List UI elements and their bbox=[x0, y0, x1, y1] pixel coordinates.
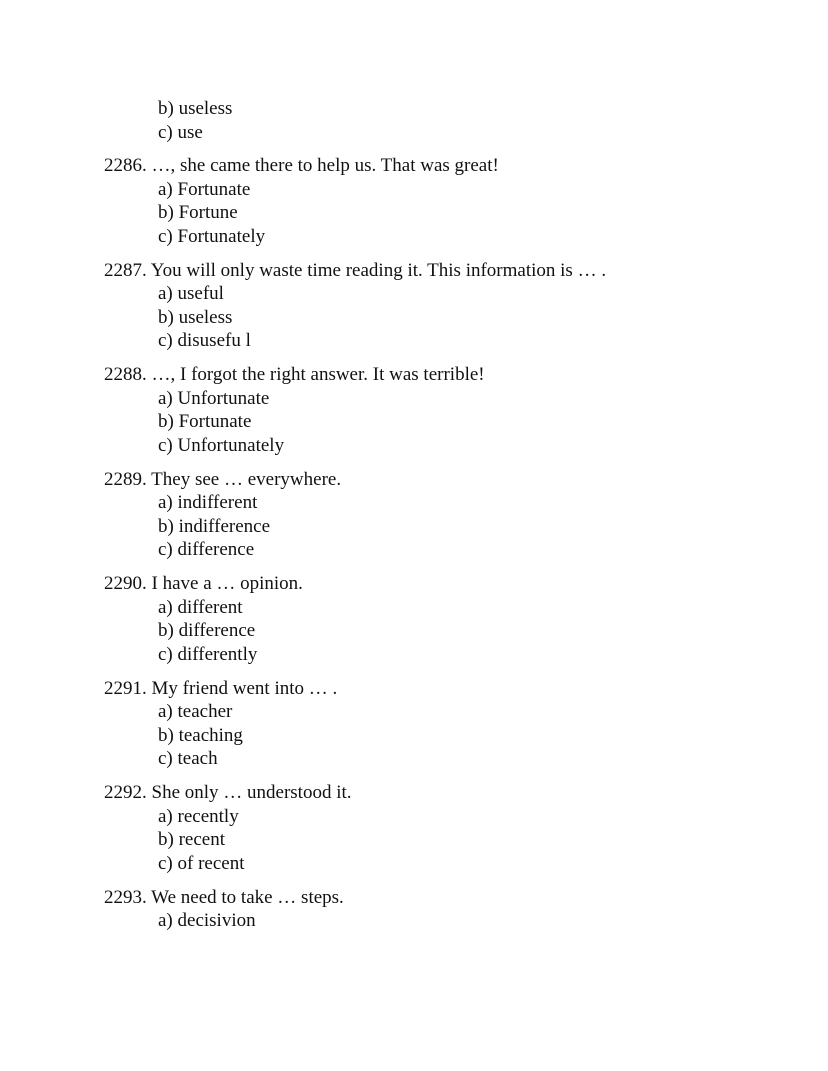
option: a) decisivion bbox=[158, 910, 256, 931]
option: c) Fortunately bbox=[158, 225, 266, 247]
option: a) useful bbox=[158, 283, 224, 304]
option: b) teaching bbox=[158, 724, 243, 746]
option: a) different bbox=[158, 596, 243, 618]
option: b) indifference bbox=[158, 515, 271, 537]
option-list bbox=[104, 596, 804, 667]
option: c) disusefu l bbox=[158, 330, 251, 351]
question-number: 2293. bbox=[104, 886, 147, 908]
option-list bbox=[104, 909, 804, 933]
question-line bbox=[104, 781, 804, 805]
question-item bbox=[104, 886, 804, 933]
option: a) Unfortunate bbox=[158, 387, 270, 409]
question-line bbox=[104, 363, 804, 387]
option: c) differently bbox=[158, 643, 258, 665]
option: c) of recent bbox=[158, 852, 245, 874]
option: c) use bbox=[158, 121, 203, 143]
option-list bbox=[104, 491, 804, 562]
option: b) recent bbox=[158, 829, 225, 850]
question-line bbox=[104, 154, 804, 178]
question-number: 2290. bbox=[104, 573, 147, 594]
question-number: 2289. bbox=[104, 468, 147, 490]
question-number: 2288. bbox=[104, 364, 147, 385]
question-text: …, she came there to help us. That was great! bbox=[151, 155, 499, 176]
question-text: You will only waste time reading it. This information is … . bbox=[150, 259, 607, 281]
question-text: They see … everywhere. bbox=[151, 468, 342, 490]
option: c) difference bbox=[158, 539, 255, 560]
option: b) Fortune bbox=[158, 202, 238, 223]
question-line bbox=[104, 886, 804, 910]
question-number: 2291. bbox=[104, 677, 147, 699]
question-text: We need to take … steps. bbox=[151, 886, 344, 908]
question-item bbox=[104, 154, 804, 248]
question-item bbox=[104, 363, 804, 457]
option: a) indifferent bbox=[158, 492, 258, 513]
question-line bbox=[104, 468, 804, 492]
question-text: She only … understood it. bbox=[151, 782, 352, 803]
question-line bbox=[104, 572, 804, 596]
question-item bbox=[104, 259, 804, 353]
question-item bbox=[104, 468, 804, 562]
question-list bbox=[104, 154, 804, 943]
question-text: I have a … opinion. bbox=[151, 573, 303, 594]
option: b) Fortunate bbox=[158, 411, 252, 432]
question-text: …, I forgot the right answer. It was terrible! bbox=[151, 364, 485, 385]
option-list bbox=[104, 805, 804, 876]
question-item bbox=[104, 781, 804, 875]
question-number: 2292. bbox=[104, 782, 147, 803]
option: c) Unfortunately bbox=[158, 434, 285, 456]
option: a) recently bbox=[158, 805, 239, 827]
option-list bbox=[104, 178, 804, 249]
option: b) useless bbox=[158, 98, 233, 119]
question-line bbox=[104, 677, 804, 701]
option: c) teach bbox=[158, 748, 218, 769]
option: b) useless bbox=[158, 306, 233, 328]
question-item bbox=[104, 572, 804, 666]
question-number: 2287. bbox=[104, 259, 147, 281]
option: a) Fortunate bbox=[158, 178, 251, 200]
continued-options bbox=[158, 97, 232, 144]
option: b) difference bbox=[158, 620, 256, 641]
question-number: 2286. bbox=[104, 155, 147, 176]
question-line bbox=[104, 259, 804, 283]
option-list bbox=[104, 387, 804, 458]
option-list bbox=[104, 282, 804, 353]
option: a) teacher bbox=[158, 701, 233, 722]
question-item bbox=[104, 677, 804, 771]
question-text: My friend went into … . bbox=[151, 677, 338, 699]
option-list bbox=[104, 700, 804, 771]
